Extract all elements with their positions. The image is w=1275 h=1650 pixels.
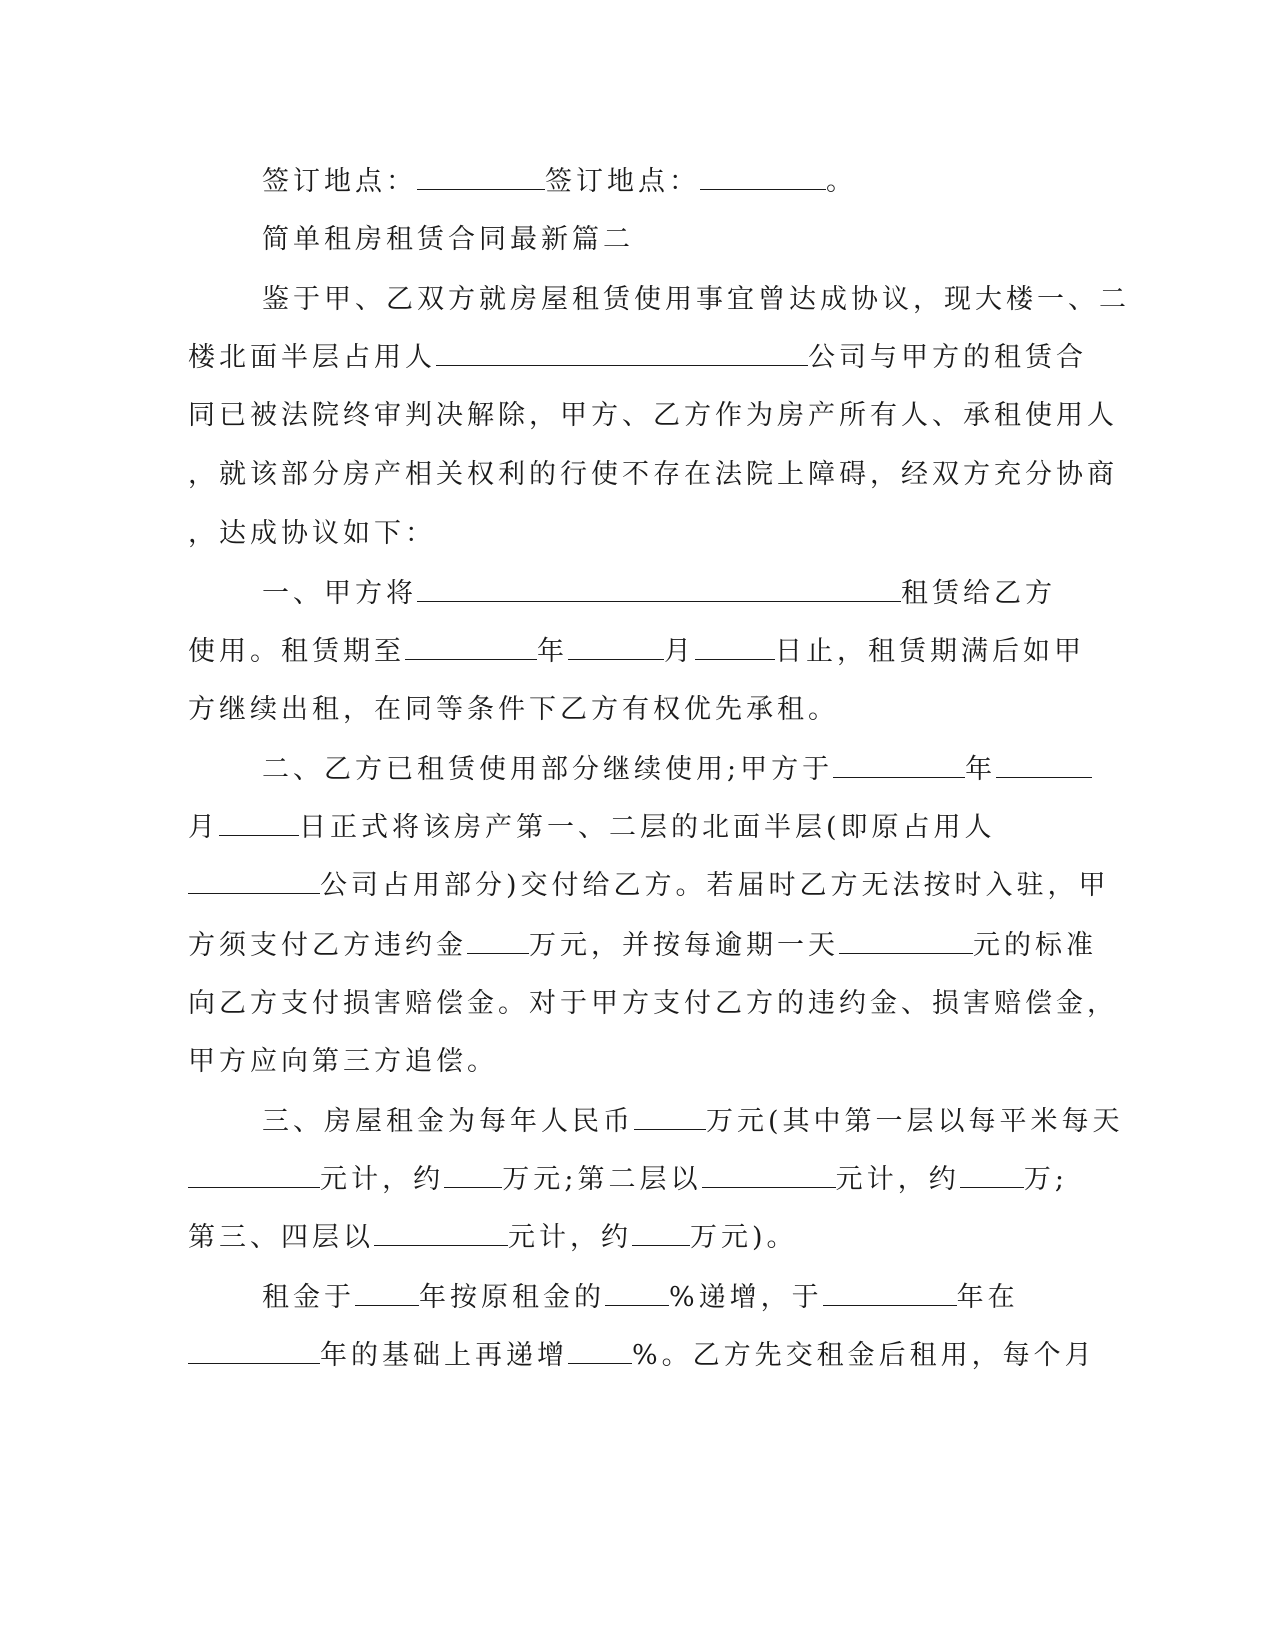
text: %递增，于 bbox=[669, 1282, 823, 1313]
clause-2-line bbox=[188, 984, 1118, 1024]
text: 月 bbox=[664, 636, 695, 667]
text: 楼北面半层占用人 bbox=[188, 342, 436, 373]
text: 万元;第二层以 bbox=[502, 1164, 702, 1195]
text: 元计，约 bbox=[835, 1164, 960, 1195]
text: 同已被法院终审判决解除，甲方、乙方作为房产所有人、承租使用人 bbox=[188, 400, 1118, 431]
text: 甲方应向第三方追偿。 bbox=[188, 1046, 498, 1077]
text: ，达成协议如下： bbox=[188, 518, 436, 549]
fill-blank bbox=[444, 1161, 502, 1188]
fill-blank bbox=[188, 867, 320, 894]
clause-2-line bbox=[188, 808, 1068, 848]
text: 向乙方支付损害赔偿金。对于甲方支付乙方的违约金、损害赔偿金， bbox=[188, 988, 1118, 1019]
text: 二、乙方已租赁使用部分继续使用;甲方于 bbox=[262, 754, 834, 785]
text: %。乙方先交租金后租用，每个月 bbox=[632, 1340, 1096, 1371]
text: 公司与甲方的租赁合 bbox=[808, 342, 1087, 373]
paragraph-line bbox=[188, 396, 1118, 436]
paragraph-line bbox=[188, 455, 1118, 495]
paragraph-line bbox=[262, 280, 1130, 320]
text: 一、甲方将 bbox=[262, 578, 417, 609]
heading-text: 简单租房租赁合同最新篇二 bbox=[262, 224, 634, 255]
fill-blank bbox=[996, 751, 1092, 778]
text: 日止，租赁期满后如甲 bbox=[775, 636, 1085, 667]
text: 万元(其中第一层以每平米每天 bbox=[706, 1106, 1124, 1137]
fill-blank bbox=[605, 1279, 669, 1306]
text: 年在 bbox=[956, 1282, 1019, 1313]
clause-3-line bbox=[188, 1160, 1068, 1200]
text: ，就该部分房产相关权利的行使不存在法院上障碍，经双方充分协商 bbox=[188, 459, 1118, 490]
clause-1-line bbox=[188, 690, 1068, 730]
clause-2-line bbox=[262, 750, 1026, 790]
fill-blank bbox=[355, 1279, 419, 1306]
text: 公司占用部分)交付给乙方。若届时乙方无法按时入驻，甲 bbox=[320, 870, 1110, 901]
section-heading bbox=[262, 220, 1142, 260]
clause-3-line bbox=[188, 1218, 1068, 1258]
text: 租赁给乙方 bbox=[901, 578, 1056, 609]
signing-location-line bbox=[262, 162, 1142, 202]
fill-blank bbox=[702, 1161, 836, 1188]
fill-blank bbox=[823, 1279, 957, 1306]
fill-blank bbox=[405, 633, 537, 660]
fill-blank bbox=[568, 1337, 632, 1364]
clause-2-line bbox=[188, 926, 1097, 966]
clause-1-line bbox=[188, 632, 1085, 672]
text: 第三、四层以 bbox=[188, 1222, 374, 1253]
fill-blank bbox=[568, 633, 664, 660]
text: 年的基础上再递增 bbox=[320, 1340, 568, 1371]
fill-blank bbox=[632, 1219, 690, 1246]
fill-blank bbox=[417, 575, 901, 602]
text: 年按原租金的 bbox=[419, 1282, 605, 1313]
text: 元的标准 bbox=[973, 930, 1097, 961]
fill-blank bbox=[417, 163, 545, 190]
text: 方继续出租，在同等条件下乙方有权优先承租。 bbox=[188, 694, 839, 725]
fill-blank bbox=[219, 809, 299, 836]
fill-blank bbox=[634, 1103, 706, 1130]
rent-increase-line bbox=[262, 1278, 1019, 1318]
fill-blank bbox=[960, 1161, 1024, 1188]
fill-blank bbox=[833, 751, 965, 778]
text: 月 bbox=[188, 812, 219, 843]
clause-3-line bbox=[262, 1102, 1124, 1142]
fill-blank bbox=[188, 1161, 320, 1188]
fill-blank bbox=[700, 163, 826, 190]
fill-blank bbox=[436, 339, 808, 366]
text: 万元，并按每逾期一天 bbox=[529, 930, 839, 961]
text: 年 bbox=[537, 636, 568, 667]
text: 三、房屋租金为每年人民币 bbox=[262, 1106, 634, 1137]
text: 签订地点： bbox=[545, 166, 700, 197]
paragraph-line bbox=[188, 514, 1068, 554]
text: 租金于 bbox=[262, 1282, 355, 1313]
text: 元计，约 bbox=[320, 1164, 445, 1195]
text: 万元)。 bbox=[690, 1222, 798, 1253]
fill-blank bbox=[467, 927, 529, 954]
fill-blank bbox=[839, 927, 973, 954]
text: 年 bbox=[965, 754, 997, 785]
clause-2-line bbox=[188, 866, 1110, 906]
clause-2-line bbox=[188, 1042, 1068, 1082]
text: 万; bbox=[1023, 1164, 1069, 1195]
text: 。 bbox=[826, 166, 857, 197]
paragraph-line bbox=[188, 338, 1087, 378]
rent-increase-line bbox=[188, 1336, 1096, 1376]
clause-1-line bbox=[262, 574, 1056, 614]
text: 元计，约 bbox=[508, 1222, 632, 1253]
text: 使用。租赁期至 bbox=[188, 636, 405, 667]
text: 签订地点： bbox=[262, 166, 417, 197]
fill-blank bbox=[695, 633, 775, 660]
text: 方须支付乙方违约金 bbox=[188, 930, 467, 961]
fill-blank bbox=[188, 1337, 320, 1364]
text: 鉴于甲、乙双方就房屋租赁使用事宜曾达成协议，现大楼一、二 bbox=[262, 284, 1130, 315]
fill-blank bbox=[374, 1219, 508, 1246]
text: 日正式将该房产第一、二层的北面半层(即原占用人 bbox=[299, 812, 996, 843]
